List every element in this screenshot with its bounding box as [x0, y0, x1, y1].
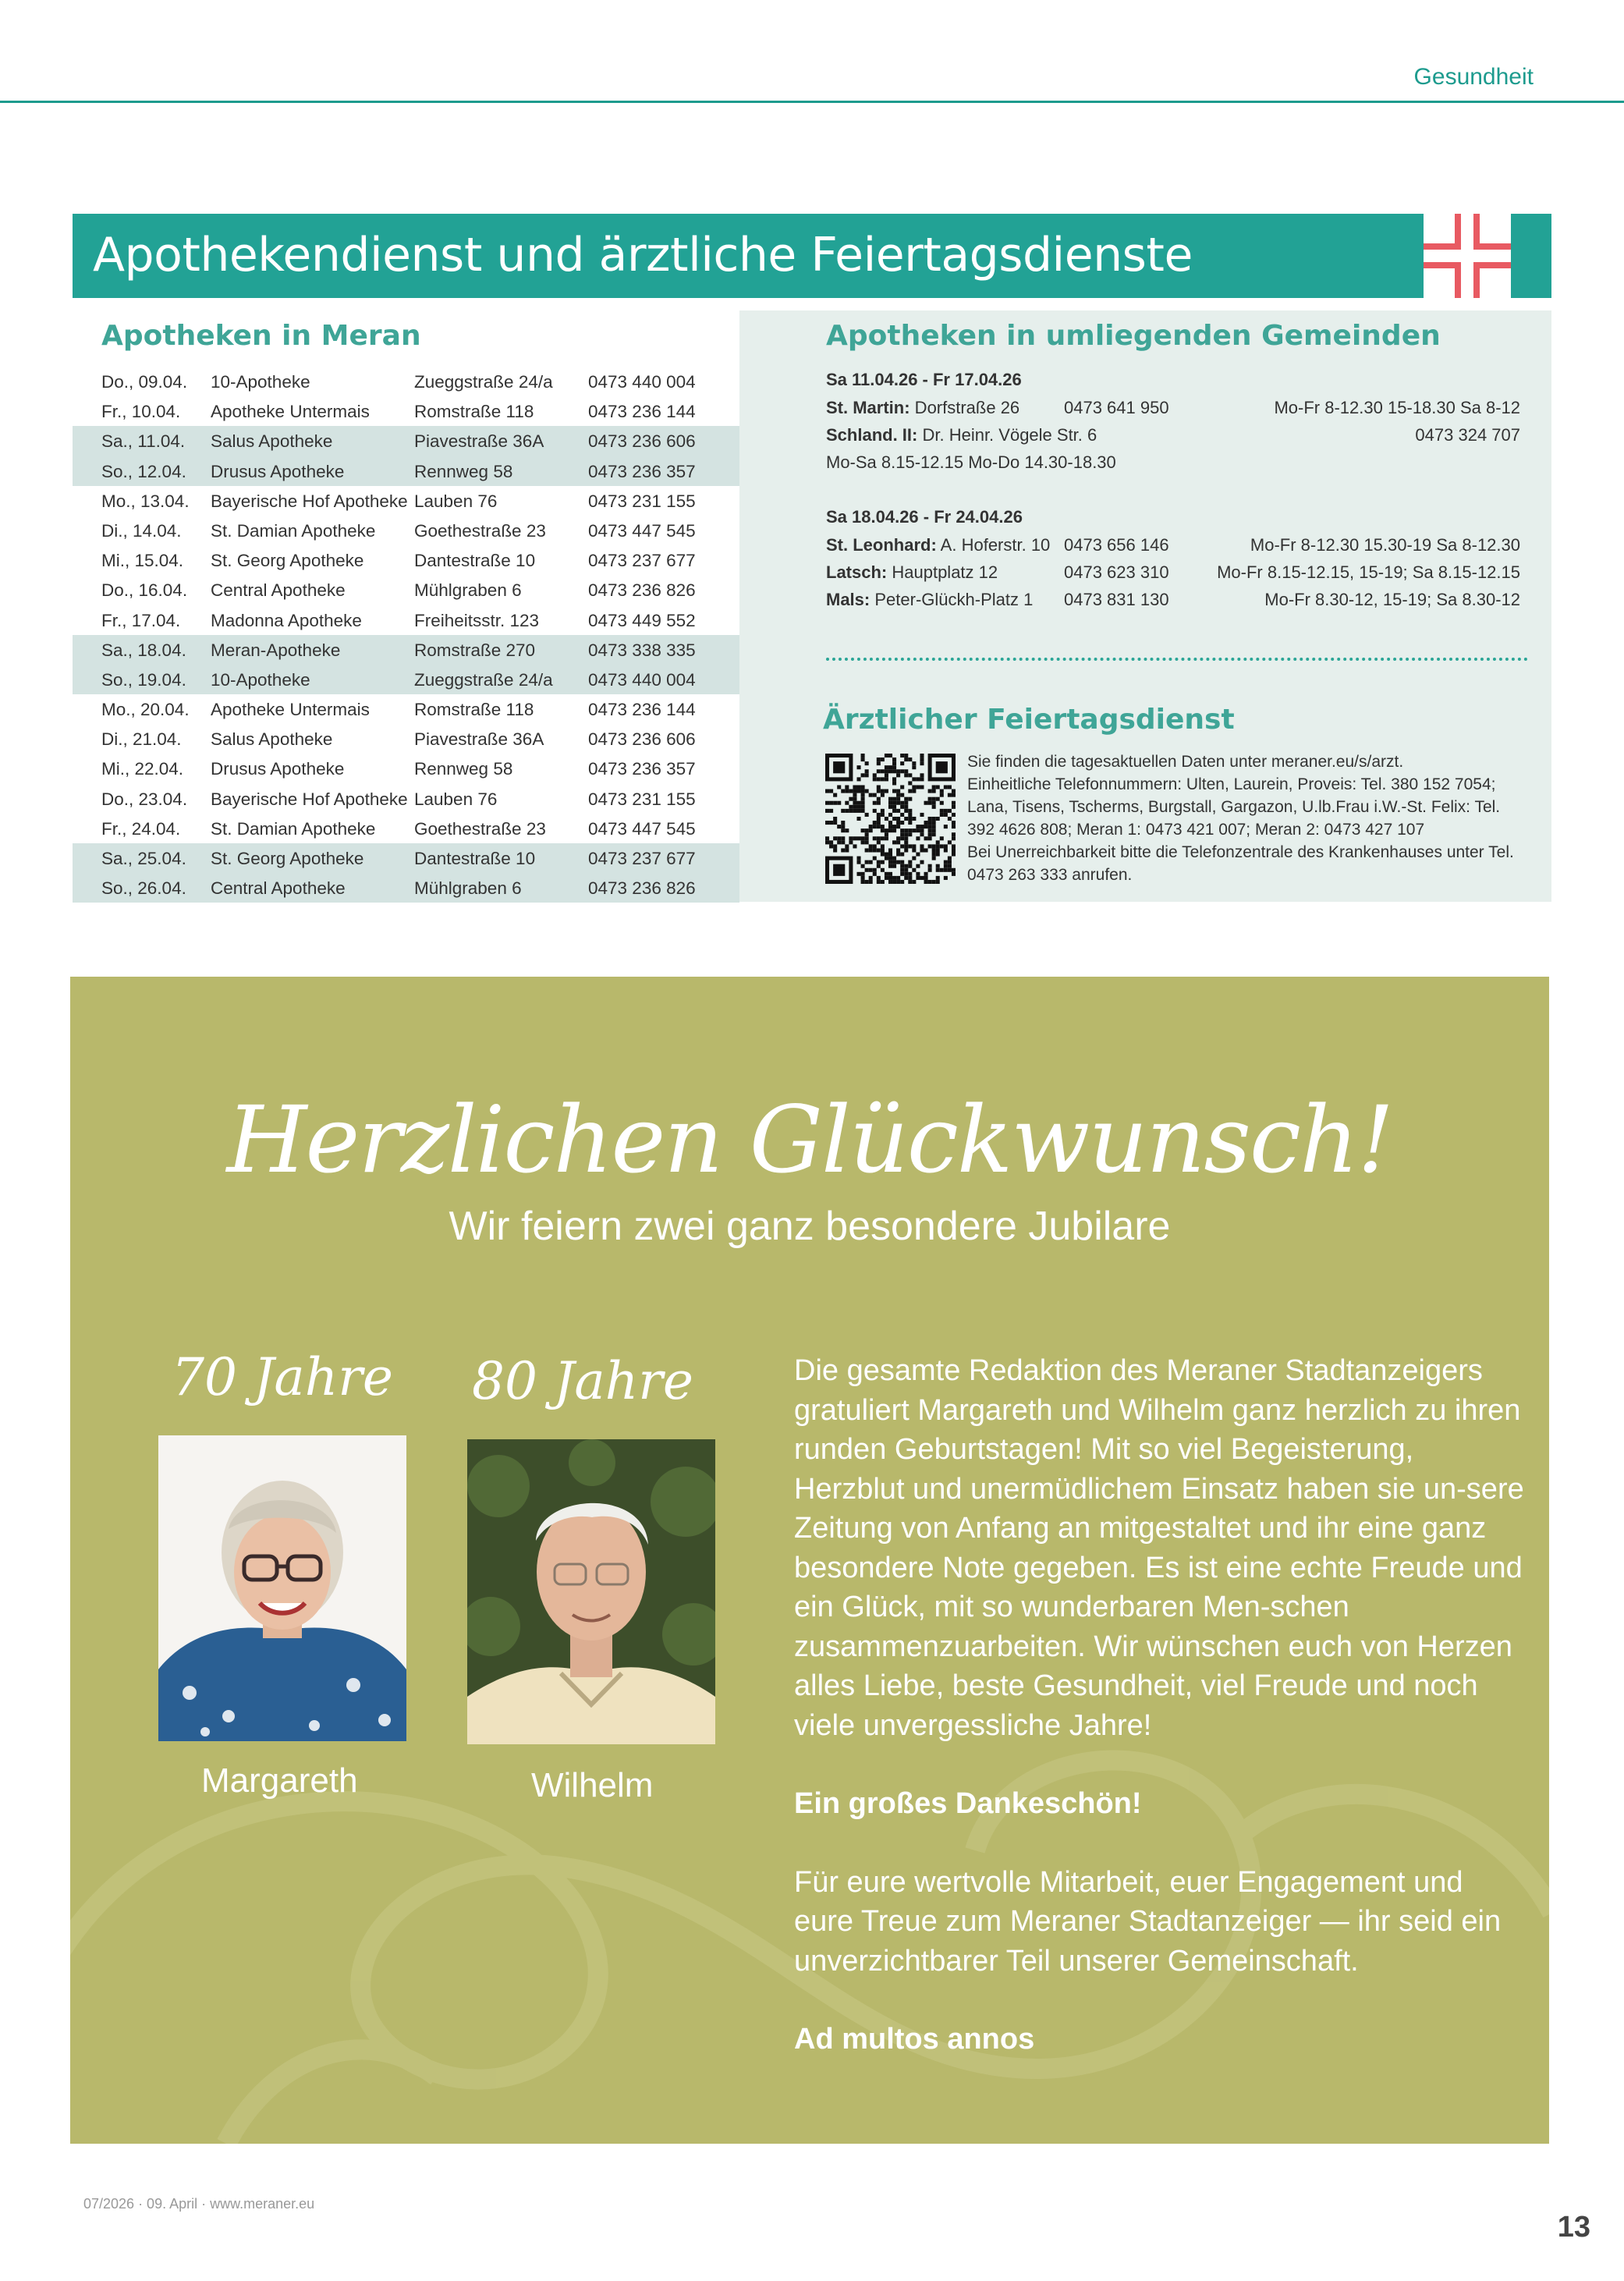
cell-address: Romstraße 270 [414, 640, 536, 660]
cell-pharmacy: Meran-Apotheke [211, 640, 341, 660]
cell-pharmacy: Madonna Apotheke [211, 610, 362, 630]
cell-phone: 0473 231 155 [588, 789, 696, 809]
cell-address: Goethestraße 23 [414, 520, 546, 541]
cell-pharmacy: Drusus Apotheke [211, 759, 345, 779]
cell-date: So., 12.04. [101, 461, 186, 481]
cell-date: Mi., 22.04. [101, 759, 184, 779]
cell-pharmacy: Central Apotheke [211, 878, 346, 899]
table-row [73, 396, 739, 426]
pharmacy-line: Mals: Peter-Glückh-Platz 1 0473 831 130 Mo-Fr 8.30-12, 15-19; Sa 8.30-12 [826, 590, 1520, 609]
table-row [73, 486, 739, 516]
arzt-info-line: Sie finden die tagesaktuellen Daten unter meraner.eu/s/arzt. [967, 753, 1404, 771]
cell-phone: 0473 236 357 [588, 461, 696, 481]
cell-phone: 0473 447 545 [588, 520, 696, 541]
section-label: Gesundheit [1413, 64, 1534, 90]
table-row [73, 814, 739, 843]
cell-phone: 0473 231 155 [588, 491, 696, 511]
table-row [73, 545, 739, 575]
title-banner [73, 214, 1551, 298]
cell-date: Di., 14.04. [101, 520, 182, 541]
cell-date: Sa., 11.04. [101, 431, 186, 452]
congrats-subtitle: Wir feiern zwei ganz besondere Jubilare [449, 1204, 1171, 1249]
congrats-title: Herzlichen Glückwunsch! [226, 1086, 1393, 1194]
table-row [73, 575, 739, 605]
cell-address: Lauben 76 [414, 789, 498, 809]
cell-address: Piavestraße 36A [414, 431, 544, 452]
cell-date: Sa., 18.04. [101, 640, 186, 660]
cell-date: Mi., 15.04. [101, 551, 184, 571]
cell-pharmacy: 10-Apotheke [211, 669, 310, 690]
umgebung-heading: Apotheken in umliegenden Gemeinden [826, 320, 1441, 352]
cell-phone: 0473 236 144 [588, 700, 696, 720]
cell-phone: 0473 449 552 [588, 610, 696, 630]
meran-table [73, 367, 739, 903]
cell-phone: 0473 236 606 [588, 431, 696, 452]
cell-phone: 0473 440 004 [588, 669, 696, 690]
cell-address: Lauben 76 [414, 491, 498, 511]
age-label-margareth: 70 Jahre [172, 1347, 393, 1407]
cell-date: Do., 09.04. [101, 372, 188, 392]
cell-address: Romstraße 118 [414, 700, 534, 720]
table-row [73, 724, 739, 754]
page-number: 13 [1557, 2211, 1590, 2244]
meran-heading: Apotheken in Meran [101, 320, 421, 352]
table-row [73, 516, 739, 545]
cell-pharmacy: Drusus Apotheke [211, 461, 345, 481]
table-row [73, 605, 739, 635]
cell-address: Piavestraße 36A [414, 729, 544, 750]
cell-date: Do., 16.04. [101, 580, 188, 601]
cell-address: Dantestraße 10 [414, 551, 536, 571]
name-wilhelm: Wilhelm [531, 1766, 654, 1804]
dotted-divider [826, 658, 1528, 661]
congrats-paragraph: Die gesamte Redaktion des Meraner Stadtanzeigers gratuliert Margareth und Wilhelm ganz herzlich zu ihren runden Geburtstagen! Mit so viel Begeisterung, Herzblut und unermüdlichem Einsatz haben sie un-sere Zeitung von Anfang an mitgestaltet und ihr eine ganz besondere Note gegeben. Es ist eine echte Freude und ein Glück, mit so wunderbaren Men-schen zusammenzuarbeiten. Wir wünschen euch von Herzen alles Liebe, beste Gesundheit, viel Freude und noch viele unvergessliche Jahre! [794, 1354, 1524, 1742]
cell-date: Fr., 10.04. [101, 402, 181, 422]
pharmacy-cross-icon [1424, 214, 1511, 298]
congrats-box [70, 977, 1549, 2144]
cell-pharmacy: Bayerische Hof Apotheke [211, 789, 408, 809]
arzt-heading: Ärztlicher Feiertagsdienst [823, 704, 1235, 736]
cell-pharmacy: St. Damian Apotheke [211, 520, 376, 541]
table-row [73, 426, 739, 456]
cell-pharmacy: Central Apotheke [211, 580, 346, 601]
name-margareth: Margareth [201, 1761, 358, 1800]
cell-phone: 0473 338 335 [588, 640, 696, 660]
pharmacy-line: Latsch: Hauptplatz 12 0473 623 310 Mo-Fr 8.15-12.15, 15-19; Sa 8.15-12.15 [826, 562, 1520, 582]
week-title: Sa 11.04.26 - Fr 17.04.26 [826, 370, 1022, 389]
table-row [73, 694, 739, 724]
age-label-wilhelm: 80 Jahre [472, 1351, 693, 1411]
week-title: Sa 18.04.26 - Fr 24.04.26 [826, 507, 1023, 527]
closing-line: Ad multos annos [794, 2023, 1035, 2056]
cell-phone: 0473 236 357 [588, 759, 696, 779]
page-title: Apothekendienst und ärztliche Feiertagsdienste [93, 228, 1193, 282]
cell-pharmacy: St. Georg Apotheke [211, 849, 364, 868]
cell-address: Rennweg 58 [414, 759, 513, 779]
cell-date: Fr., 24.04. [101, 818, 181, 839]
table-row [73, 456, 739, 486]
cell-address: Romstraße 118 [414, 402, 534, 422]
table-row [73, 754, 739, 783]
qr-code-icon[interactable] [825, 754, 956, 884]
table-row [73, 635, 739, 665]
table-row [73, 367, 739, 396]
cell-pharmacy: St. Damian Apotheke [211, 818, 376, 839]
cell-address: Mühlgraben 6 [414, 580, 522, 601]
cell-address: Dantestraße 10 [414, 849, 536, 868]
congrats-body [794, 1351, 1527, 2098]
cell-phone: 0473 237 677 [588, 551, 696, 571]
cell-date: Di., 21.04. [101, 729, 182, 750]
thanks-heading: Ein großes Dankeschön! [794, 1787, 1142, 1820]
cell-phone: 0473 236 144 [588, 402, 696, 422]
cell-phone: 0473 237 677 [588, 849, 696, 868]
cell-date: Do., 23.04. [101, 789, 188, 809]
cell-pharmacy: 10-Apotheke [211, 372, 310, 392]
cell-pharmacy: Salus Apotheke [211, 729, 333, 750]
cell-date: Mo., 20.04. [101, 700, 190, 720]
congrats-paragraph: Für eure wertvolle Mitarbeit, euer Engagement und eure Treue zum Meraner Stadtanzeiger — ihr seid ein unverzichtbarer Teil unserer Gemeinschaft. [794, 1865, 1502, 1978]
cell-date: Fr., 17.04. [101, 610, 181, 630]
cell-date: Mo., 13.04. [101, 491, 190, 511]
table-row [73, 784, 739, 814]
arzt-info [967, 750, 1529, 886]
portrait-margareth [158, 1435, 406, 1741]
cell-address: Goethestraße 23 [414, 818, 546, 839]
cell-date: So., 26.04. [101, 878, 186, 899]
cell-date: So., 19.04. [101, 669, 186, 690]
cell-address: Zueggstraße 24/a [414, 669, 553, 690]
arzt-info-line: Bei Unerreichbarkeit bitte die Telefonzentrale des Krankenhauses unter Tel. 0473 263 333 anrufen. [967, 843, 1514, 884]
pharmacy-line: Schland. II: Dr. Heinr. Vögele Str. 6 0473 324 707 [826, 425, 1520, 445]
pharmacy-hours-line: Mo-Sa 8.15-12.15 Mo-Do 14.30-18.30 [826, 452, 1116, 472]
cell-phone: 0473 440 004 [588, 372, 696, 392]
footer-info: 07/2026 · 09. April · www.meraner.eu [83, 2196, 315, 2212]
cell-date: Sa., 25.04. [101, 849, 186, 868]
cell-phone: 0473 236 826 [588, 878, 696, 899]
cell-pharmacy: St. Georg Apotheke [211, 551, 364, 571]
pharmacy-line: St. Leonhard: A. Hoferstr. 10 0473 656 146 Mo-Fr 8-12.30 15.30-19 Sa 8-12.30 [826, 535, 1520, 555]
cell-pharmacy: Bayerische Hof Apotheke [211, 491, 408, 511]
week-block-2 [826, 507, 1520, 617]
cell-phone: 0473 236 826 [588, 580, 696, 601]
cell-address: Freiheitsstr. 123 [414, 610, 540, 630]
header-rule [0, 101, 1624, 103]
cell-address: Zueggstraße 24/a [414, 372, 553, 392]
pharmacy-line: St. Martin: Dorfstraße 26 0473 641 950 Mo-Fr 8-12.30 15-18.30 Sa 8-12 [826, 398, 1520, 417]
portrait-wilhelm [467, 1439, 715, 1744]
cell-address: Rennweg 58 [414, 461, 513, 481]
week-block-1 [826, 370, 1520, 480]
cell-pharmacy: Salus Apotheke [211, 431, 333, 452]
cell-phone: 0473 447 545 [588, 818, 696, 839]
cell-pharmacy: Apotheke Untermais [211, 402, 370, 422]
table-row [73, 665, 739, 694]
cell-address: Mühlgraben 6 [414, 878, 522, 899]
arzt-info-line: Einheitliche Telefonnummern: Ulten, Laurein, Proveis: Tel. 380 152 7054; Lana, Tisens, Tscherms, Burgstall, Gargazon, U.lb.Frau i.W.-St. Felix: Tel. 392 4626 808; Meran 1: 0473 421 007; Meran 2: 0473 427 107 [967, 775, 1501, 839]
table-row [73, 843, 739, 873]
cell-pharmacy: Apotheke Untermais [211, 700, 370, 720]
cell-phone: 0473 236 606 [588, 729, 696, 750]
table-row [73, 873, 739, 903]
